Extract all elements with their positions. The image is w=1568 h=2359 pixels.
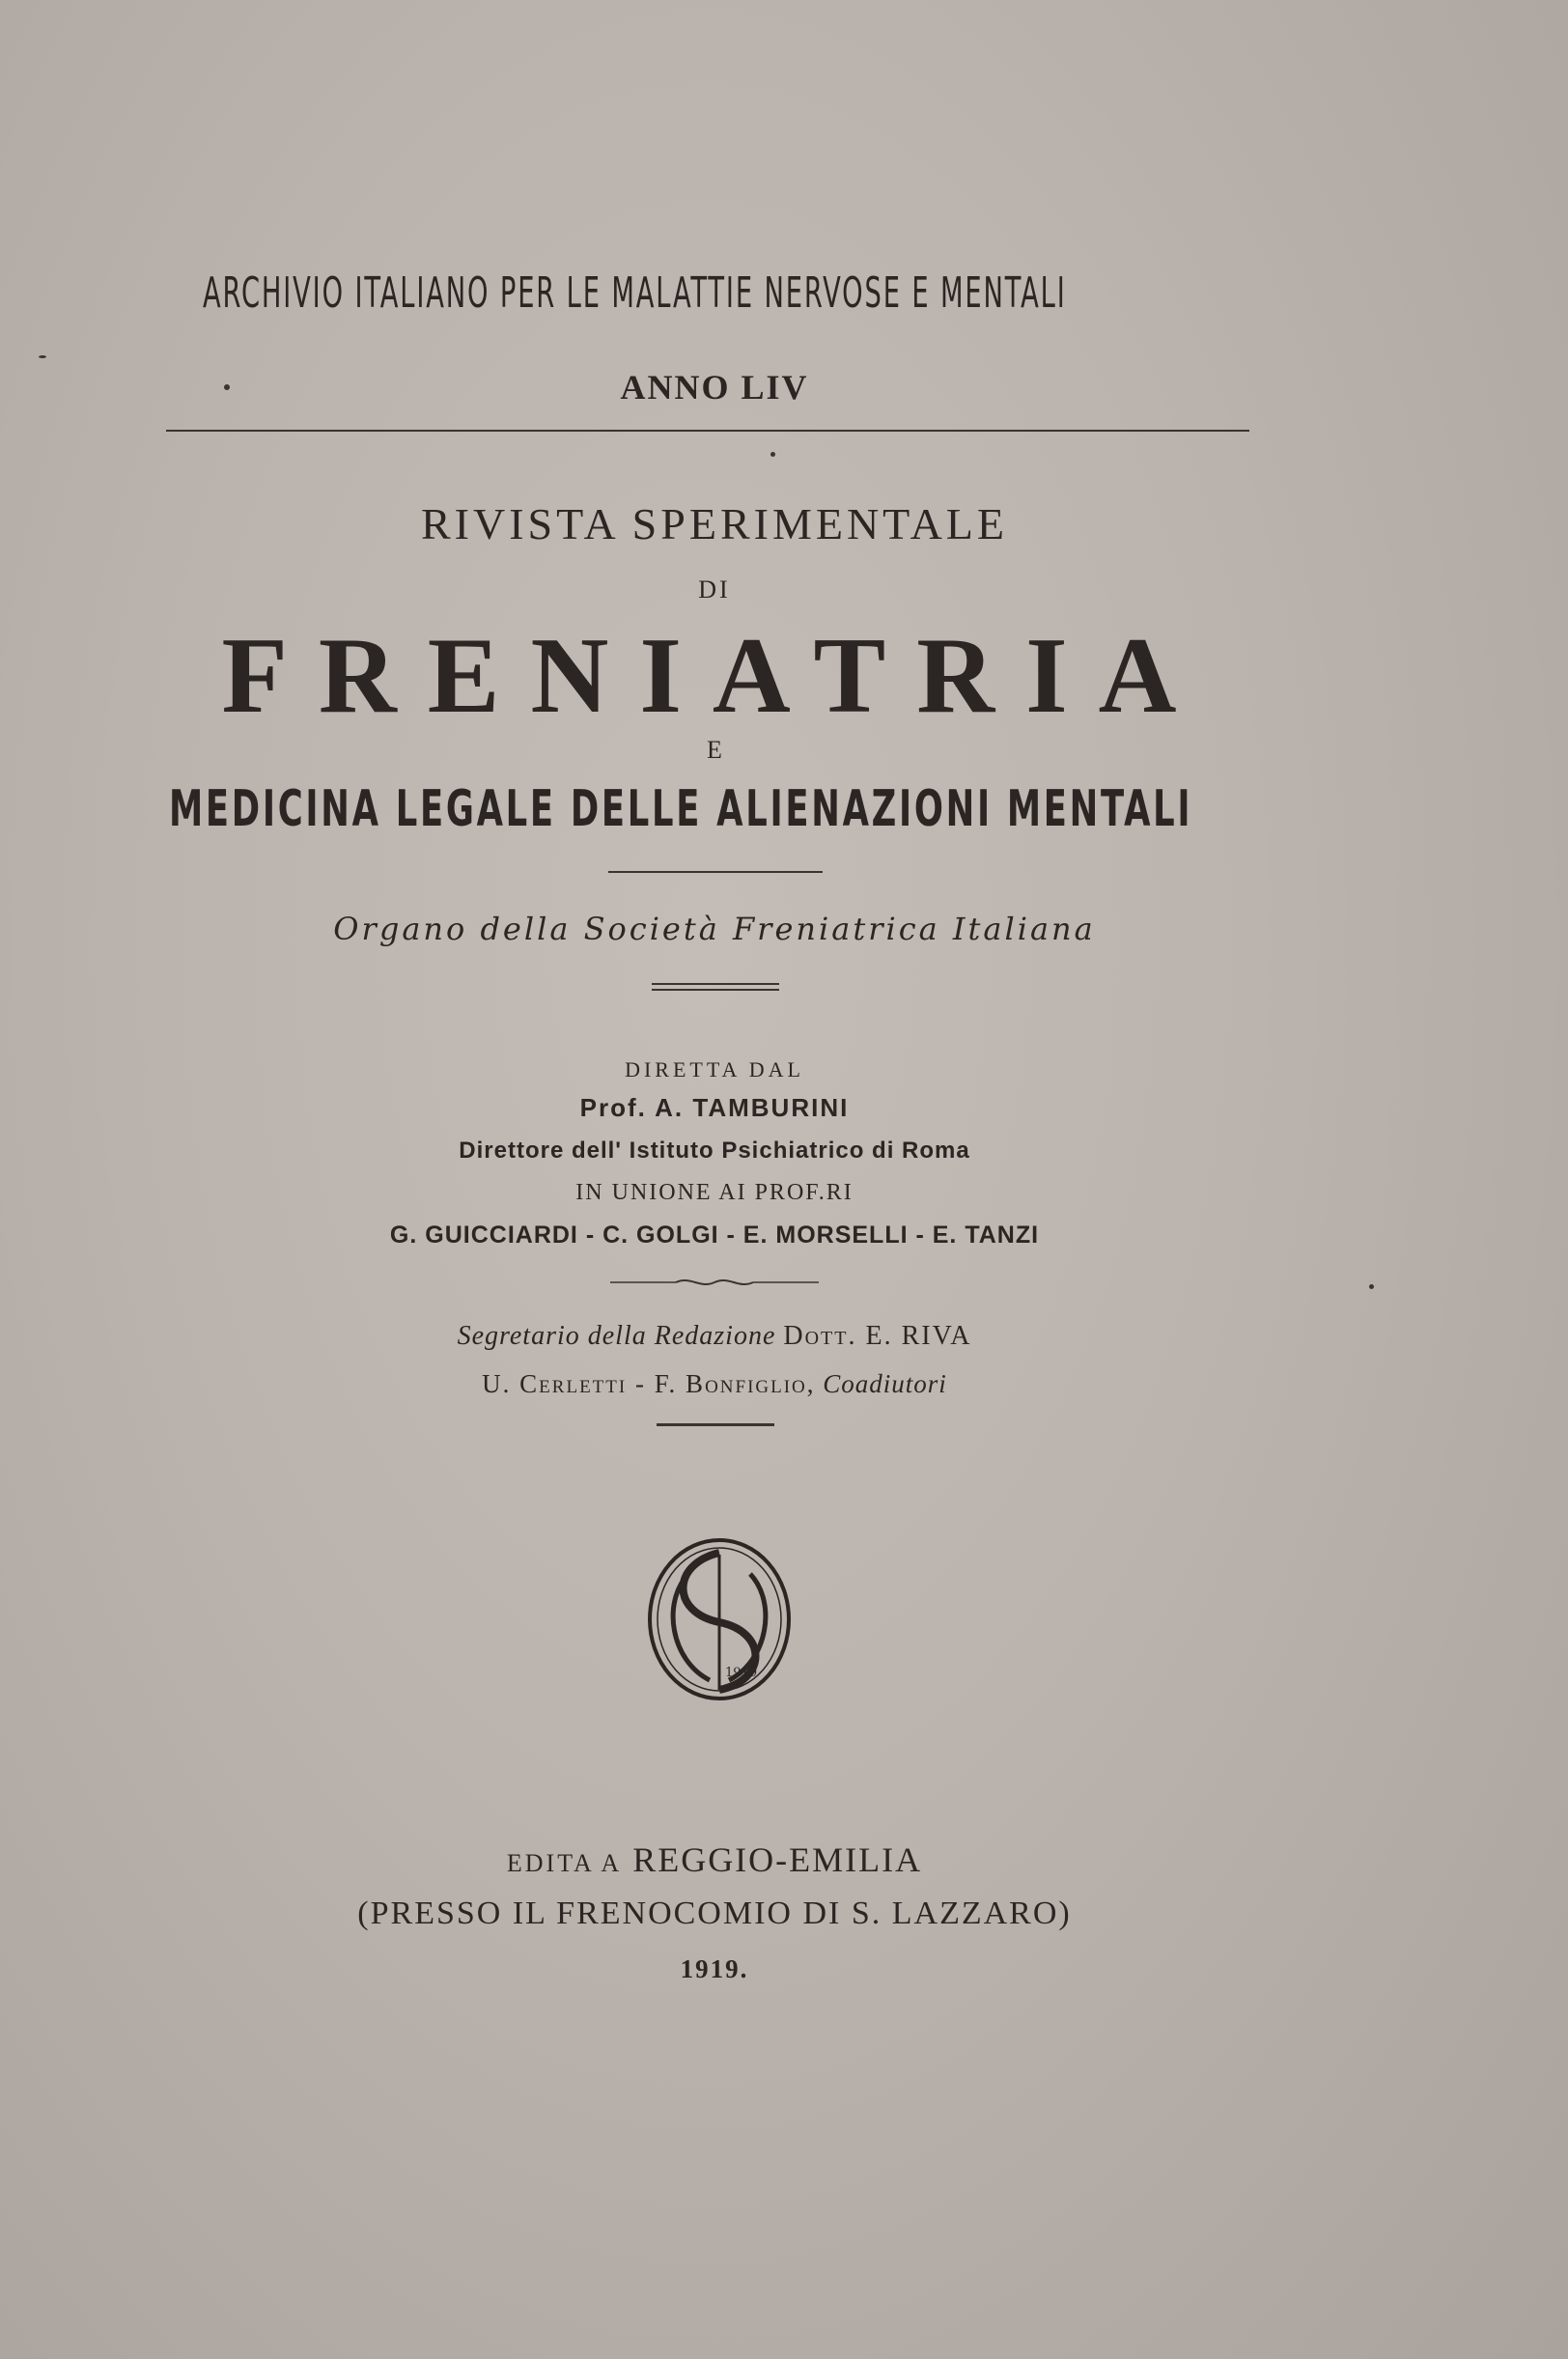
- title-line-1: RIVISTA SPERIMENTALE: [420, 499, 1009, 548]
- assistants-line: [0, 1369, 1429, 1399]
- double-rule-bottom: [652, 989, 779, 991]
- ink-speck: [770, 452, 775, 457]
- ink-speck: [1369, 1284, 1374, 1289]
- ornament-flourish: [608, 1273, 821, 1292]
- diretta-label: DIRETTA DAL: [625, 1057, 804, 1081]
- title-line-2: DI: [698, 576, 731, 604]
- journal-header: ARCHIVIO ITALIANO PER LE MALATTIE NERVOSE E MENTALI: [203, 268, 1067, 318]
- divider-rule: [608, 871, 823, 873]
- imprint-location: (PRESSO IL FRENOCOMIO DI S. LAZZARO): [357, 1896, 1072, 1931]
- title-line-4: E: [707, 736, 722, 764]
- unione-label: IN UNIONE AI PROF.RI: [575, 1180, 854, 1205]
- director-title: Direttore dell' Istituto Psichiatrico di Roma: [459, 1137, 970, 1164]
- secretary-name: Dott. E. RIVA: [783, 1321, 972, 1351]
- secretary-label: Segretario della Redazione: [457, 1321, 776, 1351]
- header-divider: [166, 430, 1249, 432]
- main-title: FRENIATRIA: [221, 616, 1208, 736]
- assistants-names: U. Cerletti - F. Bonfiglio,: [482, 1369, 816, 1398]
- publisher-monogram-seal-icon: [642, 1535, 797, 1704]
- ink-speck: [224, 384, 230, 390]
- double-rule-top: [652, 983, 779, 985]
- subtitle: MEDICINA LEGALE DELLE ALIENAZIONI MENTALI: [169, 780, 1193, 838]
- ink-speck: [39, 355, 46, 358]
- edita-label: EDITA A: [506, 1849, 623, 1877]
- imprint-city-line: [0, 1839, 1429, 1880]
- volume-number: ANNO LIV: [620, 368, 809, 407]
- director-name: Prof. A. TAMBURINI: [579, 1093, 850, 1122]
- publication-year: 1919.: [680, 1954, 749, 1983]
- imprint-city: REGGIO-EMILIA: [632, 1840, 923, 1879]
- short-rule: [657, 1423, 774, 1426]
- assistants-label: Coadiutori: [823, 1369, 947, 1398]
- seal-year: 1919: [725, 1666, 758, 1680]
- secretary-line: [0, 1321, 1429, 1352]
- co-editors: G. GUICCIARDI - C. GOLGI - E. MORSELLI - E. TANZI: [389, 1222, 1040, 1249]
- organo-line: Organo della Società Freniatrica Italiana: [333, 911, 1096, 947]
